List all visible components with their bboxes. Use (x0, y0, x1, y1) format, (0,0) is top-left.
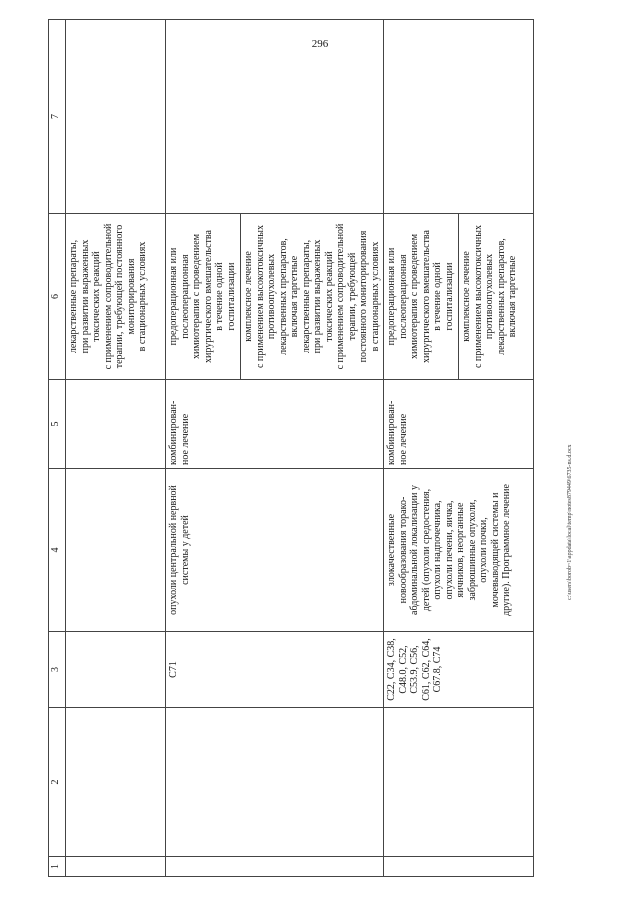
cell-divider (240, 214, 241, 379)
cell-c4-model (384, 469, 534, 632)
col-number-1: 1 (49, 857, 66, 877)
cell-b4-model (166, 469, 384, 632)
method-text: комплексное лечение (243, 251, 254, 342)
model-text: злокачественные (386, 513, 397, 587)
method-text: при развитии выраженных (312, 239, 323, 354)
column-number-row (49, 20, 66, 877)
cell-b6-method (166, 214, 384, 380)
model-text: мочевыводящей системы и (489, 492, 501, 608)
diagnosis-code: C48.0, C52, (397, 645, 409, 694)
treatment-type: ное лечение (397, 413, 409, 465)
method-text: противоопухолевых (484, 253, 495, 340)
rotated-page (48, 20, 612, 877)
diagnosis-code: C67.8, C74 (432, 646, 443, 693)
table-stage (48, 20, 612, 877)
method-text: химиотерапия с проведением (409, 233, 420, 360)
diagnosis-code: C53.9, C56, (409, 645, 420, 694)
method-text: постоянного мониторирования (358, 230, 369, 363)
method-text: лекарственные препараты, (300, 239, 312, 354)
method-text: с применением высокотоксичных (472, 225, 484, 369)
model-text: опухоли почки, (478, 517, 489, 583)
diagnosis-code: C22, C34, C38, (386, 638, 397, 701)
method-text: госпитализации (443, 262, 455, 331)
treatment-type: комбинирован- (386, 400, 397, 465)
method-text: в течение одной (432, 262, 443, 331)
method-text: терапии, требующей (346, 252, 358, 341)
cell-c2 (384, 708, 534, 857)
page-number: 296 (311, 38, 329, 50)
method-text: комплексное лечение (461, 251, 472, 342)
cell-b1 (166, 857, 384, 877)
col-number-3: 3 (49, 632, 66, 708)
method-text: лекарственных препаратов, (495, 238, 507, 355)
method-text: предоперационная или (168, 247, 179, 346)
cell-c6-method (384, 214, 534, 380)
diagnosis-code: C61, C62, C64, (420, 638, 432, 701)
method-text: предоперационная или (386, 247, 397, 346)
model-text: другие). Программное лечение (501, 484, 512, 616)
table-row-a (66, 20, 166, 877)
method-text: с применением сопроводительной (335, 223, 346, 370)
cell-a4 (66, 469, 166, 632)
method-text: лекарственных препаратов, (277, 238, 289, 355)
method-text: токсических реакций (91, 251, 102, 342)
col-number-7: 7 (49, 20, 66, 214)
method-text: послеоперационная (179, 254, 191, 339)
cell-c1 (384, 857, 534, 877)
cell-divider (458, 214, 459, 379)
method-text: в течение одной (214, 262, 225, 331)
col-number-6: 6 (49, 214, 66, 380)
col-number-2: 2 (49, 708, 66, 857)
method-text: хирургического вмешательства (202, 230, 214, 363)
cell-b5-type (166, 380, 384, 469)
diagnosis-code: C71 (168, 661, 179, 678)
method-text: в стационарных условиях (137, 241, 148, 352)
col-number-4: 4 (49, 469, 66, 632)
model-text: опухоли печени, яичка, (443, 500, 455, 600)
model-text: системы у детей (179, 515, 191, 585)
cell-a1 (66, 857, 166, 877)
model-text: детей (опухоли средостения, (420, 488, 432, 612)
method-text: в стационарных условиях (369, 241, 381, 352)
method-text: мониторирования (125, 258, 137, 335)
method-text: противоопухолевых (266, 253, 277, 340)
model-text: новообразования торако- (397, 496, 409, 604)
cell-a6 (66, 214, 166, 380)
model-text: яичников, неорганные (455, 502, 466, 598)
method-text: госпитализации (225, 262, 237, 331)
method-text: включая таргетные (289, 255, 300, 338)
method-text: с применением высокотоксичных (254, 225, 266, 369)
cell-b2 (166, 708, 384, 857)
data-table (48, 19, 534, 877)
method-text: лекарственные препараты, (68, 239, 79, 354)
method-text: с применением сопроводительной (102, 223, 114, 370)
cell-b7 (166, 20, 384, 214)
method-text: химиотерапия с проведением (191, 233, 202, 360)
cell-c3-code (384, 632, 534, 708)
method-text: терапии, требующей постоянного (114, 224, 125, 369)
model-text: забрюшинные опухоли, (466, 499, 478, 601)
method-text: включая таргетные (507, 255, 518, 338)
cell-c5-type (384, 380, 534, 469)
col-number-5: 5 (49, 380, 66, 469)
table-row-b (166, 20, 384, 877)
cell-a5 (66, 380, 166, 469)
treatment-type: комбинирован- (168, 400, 179, 465)
cell-b3-code (166, 632, 384, 708)
method-text: токсических реакций (323, 251, 335, 342)
model-text: абдоминальной локализации у (409, 485, 420, 615)
cell-a2 (66, 708, 166, 857)
method-text: при развитии выраженных (79, 239, 91, 354)
file-path-footer: c:\users\borob~1\appdata\local\temp\notes879449\6735-ns.d.ocx (567, 444, 573, 600)
table-row-c (384, 20, 534, 877)
cell-c7 (384, 20, 534, 214)
method-text: послеоперационная (397, 254, 409, 339)
method-text: хирургического вмешательства (420, 230, 432, 363)
model-text: опухоли центральной нервной (168, 485, 179, 615)
model-text: опухоли надпочечника, (432, 500, 443, 600)
treatment-type: ное лечение (179, 413, 191, 465)
cell-a7 (66, 20, 166, 214)
cell-a3 (66, 632, 166, 708)
